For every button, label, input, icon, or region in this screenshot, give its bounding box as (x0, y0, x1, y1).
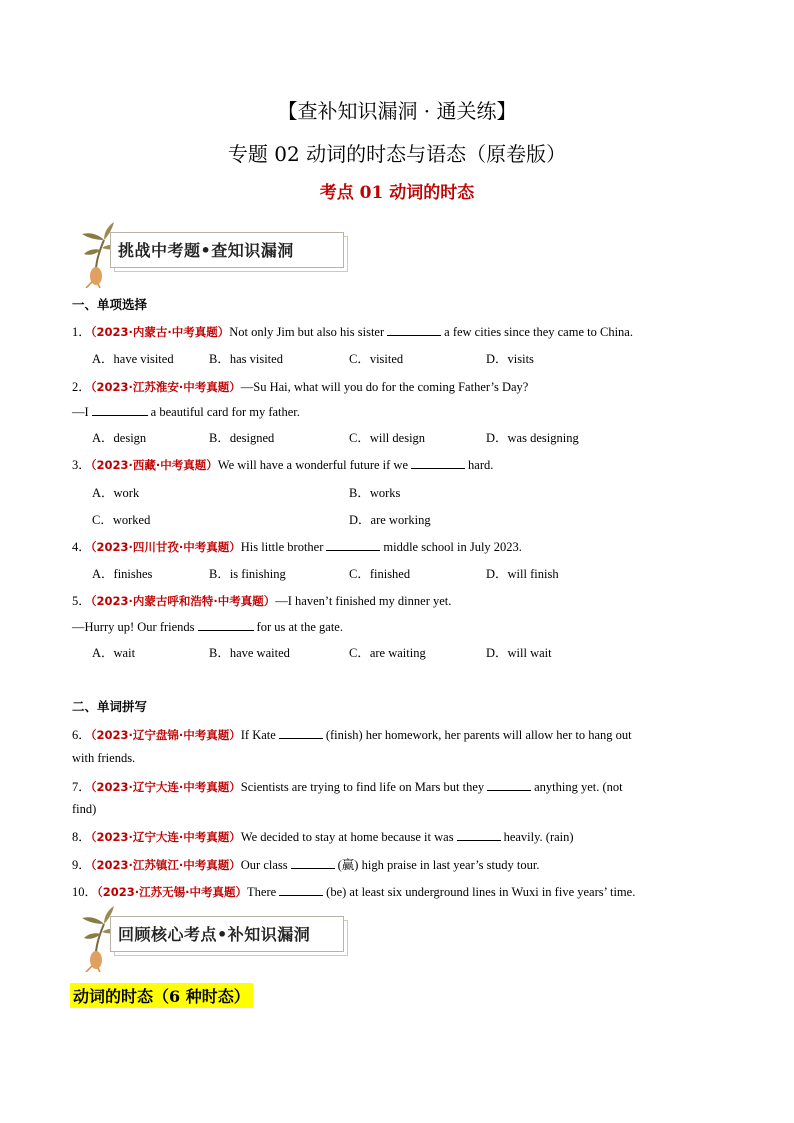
banner-label: 挑战中考题•查知识漏洞 (118, 241, 294, 260)
section-spelling: 二、单词拼写 (72, 699, 148, 714)
option-b: B．has visited (209, 352, 283, 366)
option-c: C．finished (349, 567, 411, 581)
question-source: （2023·西藏·中考真题） (90, 458, 218, 472)
option-a: A．finishes (92, 567, 153, 581)
answer-blank (291, 856, 335, 869)
question-10: 10．（2023·江苏无锡·中考真题）There (be) at least six underground lines in Wuxi in five years’ time. (72, 885, 636, 899)
document-subtitle: 专题 02 动词的时态与语态（原卷版） (227, 142, 567, 166)
option-c: C．visited (349, 352, 404, 366)
question-number: 4． (72, 540, 91, 554)
answer-blank (198, 618, 254, 631)
question-7: 7．（2023·辽宁大连·中考真题）Scientists are trying to find life on Mars but they anything yet. (not (72, 780, 623, 794)
question-number: 7． (72, 780, 91, 794)
option-a: A．work (92, 486, 140, 500)
option-d: D．will finish (486, 567, 559, 581)
question-number: 6． (72, 728, 91, 742)
option-b: B．designed (209, 431, 275, 445)
option-d: D．will wait (486, 646, 552, 660)
question-source: （2023·内蒙古呼和浩特·中考真题） (90, 594, 276, 608)
question-3: 3．（2023·西藏·中考真题）We will have a wonderful future if we hard. (72, 458, 494, 472)
document-title: 【查补知识漏洞 · 通关练】 (277, 99, 517, 123)
option-c: C．will design (349, 431, 426, 445)
question-5: 5．（2023·内蒙古呼和浩特·中考真题）—I haven’t finished my dinner yet. (72, 594, 452, 608)
answer-blank (387, 323, 441, 336)
option-d: D．was designing (486, 431, 579, 445)
option-a: A．design (92, 431, 147, 445)
topic-heading: 考点 01 动词的时态 (319, 183, 475, 203)
question-5-line-2: —Hurry up! Our friends for us at the gate. (72, 620, 343, 634)
answer-blank (457, 828, 501, 841)
question-2-line-2: —I a beautiful card for my father. (72, 405, 300, 419)
option-b: B．have waited (209, 646, 290, 660)
question-source: （2023·江苏无锡·中考真题） (97, 885, 248, 899)
option-c: C．worked (92, 513, 151, 527)
question-number: 2． (72, 380, 91, 394)
question-number: 8． (72, 830, 91, 844)
answer-blank (411, 456, 465, 469)
section-banner-challenge (74, 218, 354, 288)
answer-blank (279, 883, 323, 896)
section-banner-review (74, 902, 354, 972)
option-d: D．are working (349, 513, 431, 527)
question-number: 9． (72, 858, 91, 872)
question-9: 9．（2023·江苏镇江·中考真题）Our class (赢) high praise in last year’s study tour. (72, 858, 540, 872)
question-number: 5． (72, 594, 91, 608)
question-source: （2023·四川甘孜·中考真题） (90, 540, 241, 554)
question-source: （2023·江苏淮安·中考真题） (90, 380, 241, 394)
section-single-choice: 一、单项选择 (72, 297, 148, 312)
answer-blank (279, 726, 323, 739)
option-b: B．is finishing (209, 567, 286, 581)
option-d: D．visits (486, 352, 534, 366)
question-2: 2．（2023·江苏淮安·中考真题）—Su Hai, what will you do for the coming Father’s Day? (72, 380, 529, 394)
answer-blank (92, 403, 148, 416)
summary-heading: 动词的时态（6 种时态） (70, 983, 253, 1008)
option-a: A．wait (92, 646, 136, 660)
question-source: （2023·江苏镇江·中考真题） (90, 858, 241, 872)
question-number: 3． (72, 458, 91, 472)
question-8: 8．（2023·辽宁大连·中考真题）We decided to stay at home because it was heavily. (rain) (72, 830, 574, 844)
answer-blank (487, 778, 531, 791)
question-7-continuation: find) (72, 802, 97, 816)
option-b: B．works (349, 486, 401, 500)
question-4: 4．（2023·四川甘孜·中考真题）His little brother middle school in July 2023. (72, 540, 522, 554)
banner-label: 回顾核心考点•补知识漏洞 (118, 925, 311, 944)
question-1: 1．（2023·内蒙古·中考真题）Not only Jim but also his sister a few cities since they came to China. (72, 325, 633, 339)
question-number: 1． (72, 325, 91, 339)
answer-blank (326, 538, 380, 551)
question-6: 6．（2023·辽宁盘锦·中考真题）If Kate (finish) her homework, her parents will allow her to hang out (72, 728, 632, 742)
option-a: A．have visited (92, 352, 174, 366)
question-source: （2023·内蒙古·中考真题） (90, 325, 230, 339)
option-c: C．are waiting (349, 646, 426, 660)
question-source: （2023·辽宁大连·中考真题） (90, 780, 241, 794)
question-source: （2023·辽宁盘锦·中考真题） (90, 728, 241, 742)
question-number: 10． (72, 885, 98, 899)
question-source: （2023·辽宁大连·中考真题） (90, 830, 241, 844)
question-6-continuation: with friends. (72, 751, 136, 765)
